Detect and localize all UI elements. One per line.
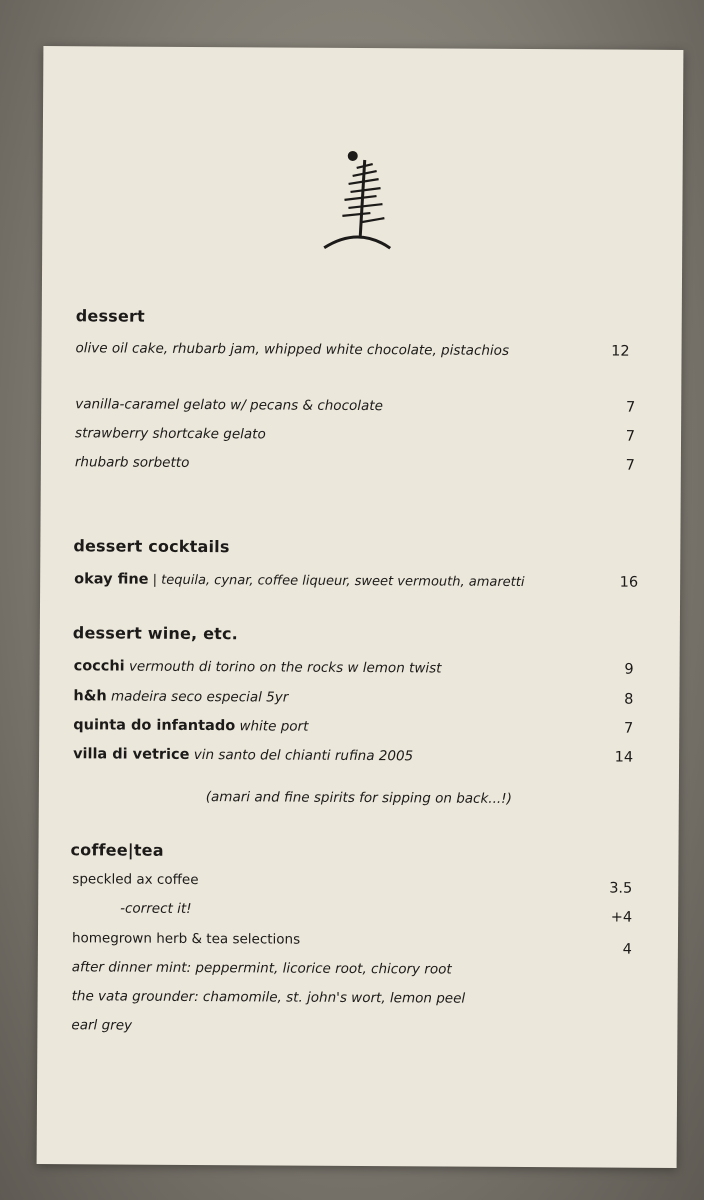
item-price: 16: [619, 574, 639, 591]
item-name: villa di vetrice: [73, 746, 190, 763]
item-detail: madeira seco especial 5yr: [106, 688, 289, 706]
menu-item: [74, 571, 638, 594]
section-title-coffee: coffee|tea: [70, 840, 164, 860]
menu-item: [74, 658, 634, 681]
item-price: 3.5: [609, 880, 633, 897]
item-desc: after dinner mint: peppermint, licorice root, chicory root: [71, 959, 452, 978]
section-title-dessert: dessert: [75, 306, 145, 326]
item-desc: -correct it!: [120, 900, 192, 917]
menu-item: [71, 1017, 631, 1040]
menu-card: [37, 46, 684, 1168]
menu-item: [72, 959, 632, 982]
menu-item: [73, 746, 633, 769]
item-desc: [73, 717, 308, 734]
item-name: h&h: [73, 688, 107, 705]
item-desc: [73, 746, 413, 764]
menu-item: [75, 454, 635, 477]
menu-item: [72, 871, 633, 897]
menu-item: [73, 688, 633, 711]
item-price: 9: [624, 661, 634, 678]
item-desc: vanilla-caramel gelato w/ pecans & chocolate: [75, 396, 383, 415]
section-title-cocktails: dessert cocktails: [73, 536, 230, 557]
item-detail: | tequila, cynar, coffee liqueur, sweet vermouth, amaretti: [148, 572, 525, 591]
menu-item: [72, 900, 633, 926]
item-price: 7: [625, 399, 636, 416]
item-name: quinta do infantado: [73, 717, 236, 735]
item-price: 14: [614, 749, 634, 766]
item-price: 4: [622, 941, 632, 958]
pine-tree-logo-icon: [318, 144, 403, 255]
item-desc: speckled ax coffee: [72, 871, 199, 889]
menu-item: [75, 425, 635, 448]
item-name: cocchi: [73, 658, 125, 675]
menu-item: [72, 988, 632, 1011]
menu-item: [75, 396, 635, 419]
item-desc: [74, 658, 442, 676]
item-desc: rhubarb sorbetto: [74, 454, 190, 471]
item-desc: [73, 688, 288, 705]
item-detail: white port: [235, 718, 309, 735]
item-price: 7: [623, 720, 634, 737]
item-price: 7: [625, 457, 635, 474]
item-desc: strawberry shortcake gelato: [75, 425, 266, 443]
item-desc: homegrown herb & tea selections: [71, 930, 301, 948]
item-price: +4: [610, 909, 633, 926]
item-detail: vermouth di torino on the rocks w lemon twist: [124, 658, 442, 677]
item-detail: vin santo del chianti rufina 2005: [189, 746, 414, 765]
item-desc: olive oil cake, rhubarb jam, whipped white chocolate, pistachios: [75, 340, 510, 359]
item-price: 12: [611, 343, 630, 360]
item-price: 7: [625, 428, 636, 445]
item-desc: [74, 571, 524, 590]
item-desc: the vata grounder: chamomile, st. john's wort, lemon peel: [71, 988, 466, 1007]
item-price: 8: [624, 691, 634, 708]
item-name: okay fine: [74, 571, 149, 588]
item-desc: earl grey: [71, 1017, 133, 1034]
menu-item: [73, 717, 633, 740]
section-title-wine: dessert wine, etc.: [72, 623, 239, 644]
menu-item: [76, 340, 636, 363]
spirits-note: (amari and fine spirits for sipping on back...!): [205, 789, 512, 807]
menu-item: [71, 930, 632, 958]
